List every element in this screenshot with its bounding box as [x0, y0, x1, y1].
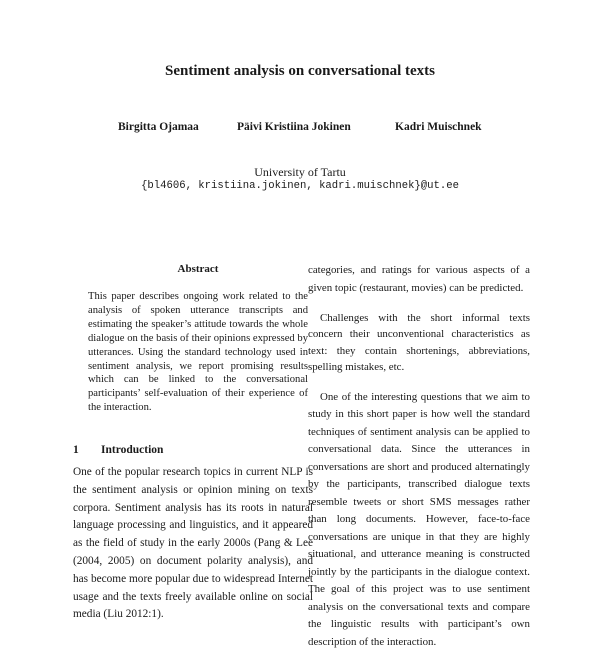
abstract-heading: Abstract	[177, 263, 219, 275]
author-name: Päivi Kristiina Jokinen	[237, 121, 351, 133]
section-heading-introduction	[73, 444, 313, 456]
paragraph: One of the interesting questions that we aim to study in this short paper is how well the standard techniques of sentiment analysis can be applied to conversational data. Since the utterances in conversations are short and produced alternatingly by the participants, transcribed dialogue texts resemble tweets or short SMS messages rather than long documents. However, face-to-face conversations are unique in that they are highly situational, and utterance meaning is constructed jointly by the participants in the dialogue context. The goal of this project was to use sentiment analysis on the conversational texts and compare the linguistic results with participant’s own description of the interaction.	[308, 390, 530, 648]
author-name: Birgitta Ojamaa	[118, 121, 199, 133]
author-emails: {bl4606, kristiina.jokinen, kadri.muischnek}@ut.ee	[141, 180, 459, 192]
author-name: Kadri Muischnek	[395, 121, 482, 133]
abstract-text: This paper describes ongoing work related to the analysis of spoken utterance transcripts and estimating the speaker’s attitude towards the whole dialogue on the basis of their opinions expressed by utterances. Using the standard technology used in sentiment analysis, we report promising results which can be linked to the conversational participants’ self-evaluation of their experience of the interaction.	[88, 291, 308, 414]
paragraph: Challenges with the short informal texts concern their unconventional characteristics as text: they contain shortenings, abbreviations, spelling mistakes, etc.	[308, 312, 530, 374]
affiliation: University of Tartu	[254, 165, 346, 179]
paper-title: Sentiment analysis on conversational texts	[165, 63, 435, 79]
paragraph: categories, and ratings for various aspects of a given topic (restaurant, movies) can be predicted.	[308, 264, 530, 294]
right-column	[308, 262, 530, 664]
introduction-text: One of the popular research topics in current NLP is the sentiment analysis or opinion mining on texts corpora. Sentiment analysis has its roots in natural language processing and linguistics, and it appeared as the field of study in the early 2000s (Pang & Lee (2004, 2005) on document polarity analysis), and has become more popular due to widespread Internet usage and the texts freely available online on social media (Liu 2012:1).	[73, 466, 313, 621]
section-number: 1	[73, 444, 79, 456]
section-title: Introduction	[101, 444, 164, 456]
author-list	[0, 121, 600, 137]
